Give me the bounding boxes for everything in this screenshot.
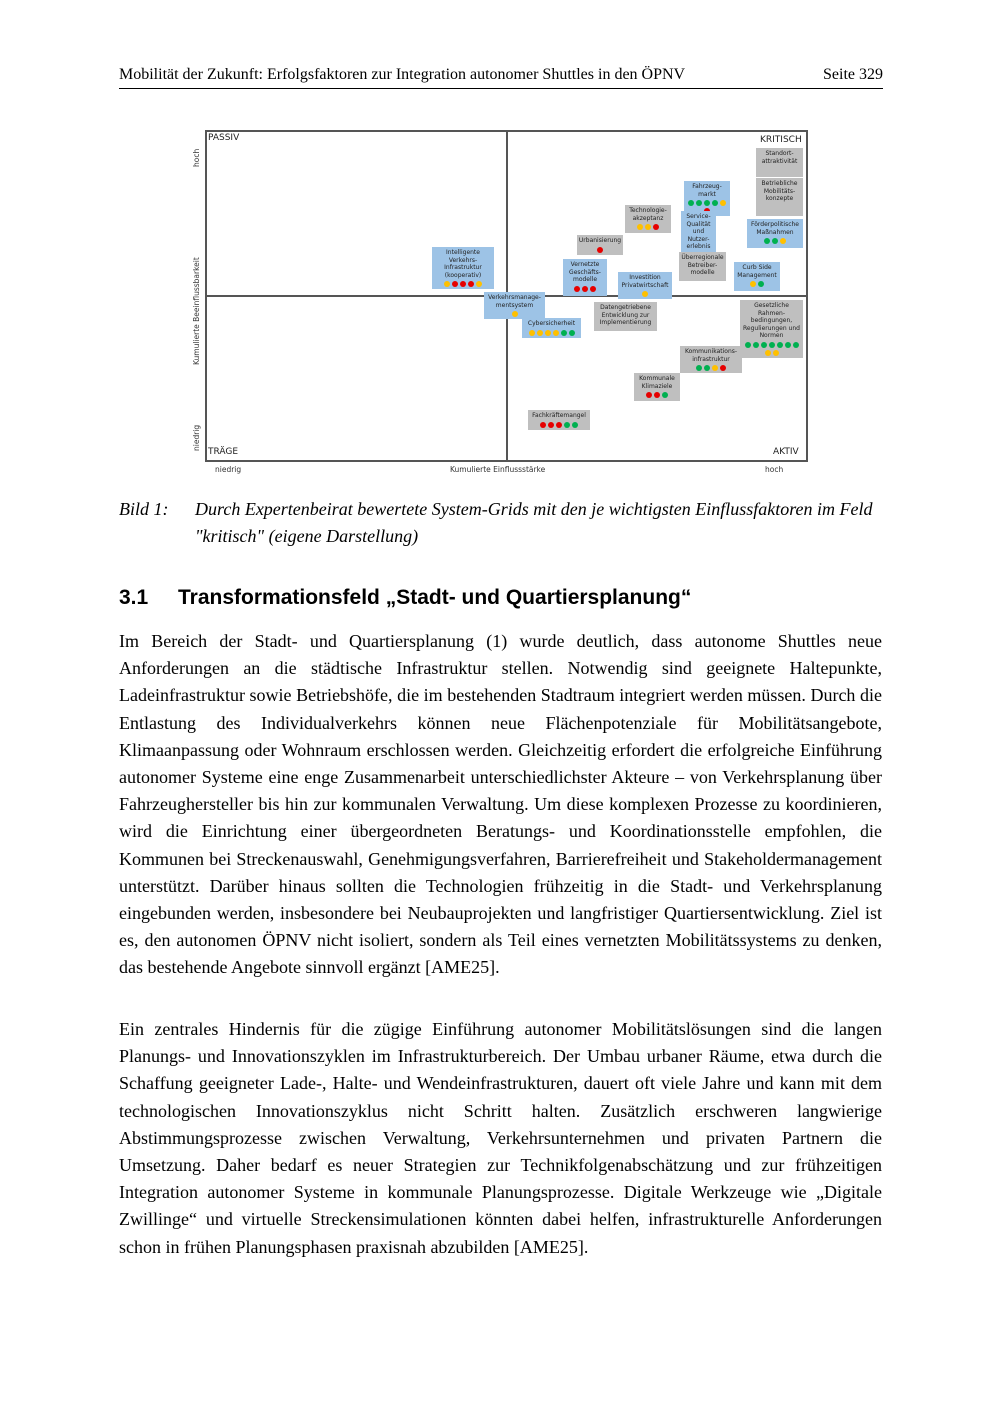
green-rating-dot	[753, 342, 759, 348]
factor-label: Überregionale Betreiber-modelle	[681, 254, 724, 276]
rating-dots	[635, 392, 679, 398]
yellow-rating-dot	[773, 350, 779, 356]
system-grid-figure	[185, 125, 815, 480]
factor-label: Technologie-akzeptanz	[629, 207, 667, 222]
green-rating-dot	[712, 200, 718, 206]
quadrant-kritisch: KRITISCH	[760, 135, 802, 145]
x-high-label: hoch	[765, 465, 784, 474]
red-rating-dot	[556, 422, 562, 428]
factor-label: Investition Privatwirtschaft	[621, 274, 669, 289]
section-number: 3.1	[119, 586, 149, 609]
factor-label: Gesetzliche Rahmen-bedingungen, Regulierungen und Normen	[743, 302, 800, 339]
header-title: Mobilität der Zukunft: Erfolgsfaktoren zur Integration autonomer Shuttles in den ÖPNV	[119, 66, 686, 83]
rating-dots	[433, 281, 493, 287]
red-rating-dot	[582, 286, 588, 292]
red-rating-dot	[460, 281, 466, 287]
factor-label: Datengetriebene Entwicklung zur Implementierung	[599, 304, 652, 326]
factor-label: Förderpolitische Maßnahmen	[751, 221, 799, 236]
factor-box	[634, 373, 680, 401]
factor-box	[740, 300, 803, 358]
yellow-rating-dot	[512, 311, 518, 317]
factor-box	[756, 148, 803, 177]
quadrant-passiv: PASSIV	[208, 133, 240, 143]
green-rating-dot	[564, 422, 570, 428]
yellow-rating-dot	[545, 330, 551, 336]
caption-text: Durch Expertenbeirat bewertete System-Grids mit den je wichtigsten Einflussfaktoren im Feld "kritisch" (eigene Darstellung)	[195, 499, 873, 546]
factor-label: Fahrzeug-markt	[692, 183, 722, 198]
red-rating-dot	[654, 392, 660, 398]
green-rating-dot	[772, 238, 778, 244]
green-rating-dot	[777, 342, 783, 348]
green-rating-dot	[696, 200, 702, 206]
factor-box	[618, 272, 672, 299]
red-rating-dot	[574, 286, 580, 292]
x-low-label: niedrig	[215, 465, 242, 474]
factor-box	[679, 252, 726, 281]
yellow-rating-dot	[720, 200, 726, 206]
factor-label: Kommunikations-infrastruktur	[684, 348, 738, 363]
paragraph-2: Ein zentrales Hindernis für die zügige Einführung autonomer Mobilitätslösungen sind die langen Planungs- und Innovationszyklen im Infrastrukturbereich. Der Umbau urbaner Räume, etwa durch die Schaffung geeigneter Lade-, Halte- und Wendeinfrastrukturen, dauert oft viele Jahre und kann mit dem technologischen Innovationszyklus nicht Schritt halten. Zusätzlich erschweren langwierige Abstimmungsprozesse zwischen Verwaltung, Verkehrsunternehmen und privaten Partnern die Umsetzung. Daher bedarf es neuer Strategien zur Technikfolgenabschätzung und zur frühzeitigen Integration autonomer Systeme in kommunale Planungsprozesse. Digitale Werkzeuge wie „Digitale Zwillinge“ und virtuelle Streckensimulationen könnten dabei helfen, infrastrukturelle Anforderungen schon in frühen Planungsphasen praxisnah abzubilden [AME25].	[119, 1019, 882, 1257]
red-rating-dot	[720, 365, 726, 371]
factor-box	[680, 346, 742, 373]
rating-dots	[741, 342, 802, 356]
green-rating-dot	[761, 342, 767, 348]
green-rating-dot	[793, 342, 799, 348]
green-rating-dot	[745, 342, 751, 348]
factor-label: Betriebliche Mobilitäts-konzepte	[761, 180, 798, 202]
factor-box	[594, 302, 657, 331]
paragraph-1: Im Bereich der Stadt- und Quartiersplanung (1) wurde deutlich, dass autonome Shuttles neue Anforderungen an die städtische Infrastruktur stellen. Notwendig sind geeignete Haltepunkte, Ladeinfrastruktur sowie Betriebshöfe, die im bestehenden Stadtraum integriert werden müssen. Durch die Entlastung des Individualverkehrs können neue Flächenpotenziale für Mobilitätsangebote, Klimaanpassung oder Wohnraum erschlossen werden. Gleichzeitig erfordert die erfolgreiche Einführung autonomer Systeme eine enge Zusammenarbeit unterschiedlichster Akteure – von Verkehrsplanung über Fahrzeughersteller bis hin zur kommunalen Verwaltung. Um diese komplexen Prozesse zu koordinieren, wird die Einrichtung einer übergeordneten Beratungs- und Koordinationsstelle empfohlen, die Kommunen bei Streckenauswahl, Genehmigungsverfahren, Barrierefreiheit und Stakeholdermanagement unterstützt. Darüber hinaus sollten die Technologien frühzeitig in die Stadt- und Verkehrsplanung eingebunden werden, insbesondere bei Neubauprojekten und langfristiger Quartiersentwicklung. Ziel ist es, den autonomen ÖPNV nicht isoliert, sondern als Teil eines vernetzten Mobilitätssystems zu denken, das bestehende Angebote sinnvoll ergänzt [AME25].	[119, 631, 882, 978]
green-rating-dot	[688, 200, 694, 206]
yellow-rating-dot	[529, 330, 535, 336]
rating-dots	[529, 422, 589, 428]
red-rating-dot	[653, 224, 659, 230]
green-rating-dot	[662, 392, 668, 398]
rating-dots	[485, 311, 544, 317]
factor-box	[577, 235, 623, 255]
yellow-rating-dot	[537, 330, 543, 336]
green-rating-dot	[572, 422, 578, 428]
page-number: Seite 329	[823, 66, 883, 83]
factor-box	[747, 219, 803, 248]
green-rating-dot	[785, 342, 791, 348]
green-rating-dot	[764, 238, 770, 244]
factor-label: Kommunale Klimaziele	[639, 375, 675, 390]
y-axis-label: Kumulierte Beeinflussbarkeit	[192, 257, 201, 365]
factor-box	[432, 247, 494, 289]
factor-box	[484, 292, 545, 319]
red-rating-dot	[468, 281, 474, 287]
rating-dots	[681, 365, 741, 371]
quadrant-aktiv: AKTIV	[773, 447, 799, 457]
figure-caption	[119, 496, 885, 550]
section-heading	[119, 586, 691, 610]
quadrant-traege: TRÄGE	[208, 447, 239, 457]
rating-dots	[564, 286, 606, 292]
green-rating-dot	[704, 365, 710, 371]
yellow-rating-dot	[553, 330, 559, 336]
factor-label: Curb Side Management	[737, 264, 777, 279]
rating-dots	[748, 238, 802, 244]
rating-dots	[626, 224, 670, 230]
factor-label: Service-Qualität und Nutzer-erlebnis	[686, 213, 711, 250]
red-rating-dot	[646, 392, 652, 398]
x-axis-label: Kumulierte Einflussstärke	[450, 465, 546, 474]
red-rating-dot	[597, 247, 603, 253]
yellow-rating-dot	[750, 281, 756, 287]
factor-box	[528, 410, 590, 430]
green-rating-dot	[769, 342, 775, 348]
red-rating-dot	[452, 281, 458, 287]
y-high-label: hoch	[192, 148, 201, 167]
yellow-rating-dot	[645, 224, 651, 230]
red-rating-dot	[590, 286, 596, 292]
factor-label: Standort-attraktivität	[761, 150, 798, 165]
yellow-rating-dot	[642, 291, 648, 297]
factor-label: Intelligente Verkehrs-Infrastruktur (kooperativ)	[444, 249, 482, 279]
factor-label: Fachkräftemangel	[532, 412, 586, 419]
yellow-rating-dot	[712, 365, 718, 371]
green-rating-dot	[696, 365, 702, 371]
green-rating-dot	[561, 330, 567, 336]
green-rating-dot	[758, 281, 764, 287]
red-rating-dot	[540, 422, 546, 428]
red-rating-dot	[548, 422, 554, 428]
section-title: Transformationsfeld „Stadt- und Quartiersplanung“	[178, 586, 692, 609]
factor-label: Cybersicherheit	[527, 320, 576, 327]
yellow-rating-dot	[476, 281, 482, 287]
factor-box	[756, 178, 803, 216]
running-header	[119, 66, 883, 89]
rating-dots	[735, 281, 779, 287]
caption-label: Bild 1:	[119, 499, 169, 519]
yellow-rating-dot	[780, 238, 786, 244]
rating-dots	[578, 247, 622, 253]
factor-box	[522, 318, 581, 338]
y-low-label: niedrig	[192, 424, 201, 451]
yellow-rating-dot	[637, 224, 643, 230]
yellow-rating-dot	[444, 281, 450, 287]
factor-label: Vernetzte Geschäfts-modelle	[569, 261, 601, 283]
rating-dots	[523, 330, 580, 336]
factor-label: Verkehrsmanage-mentsystem	[488, 294, 541, 309]
factor-box	[625, 205, 671, 233]
green-rating-dot	[704, 200, 710, 206]
rating-dots	[619, 291, 671, 297]
factor-box	[563, 259, 607, 296]
factor-label: Urbanisierung	[578, 237, 622, 244]
yellow-rating-dot	[765, 350, 771, 356]
factor-box	[734, 262, 780, 291]
green-rating-dot	[569, 330, 575, 336]
